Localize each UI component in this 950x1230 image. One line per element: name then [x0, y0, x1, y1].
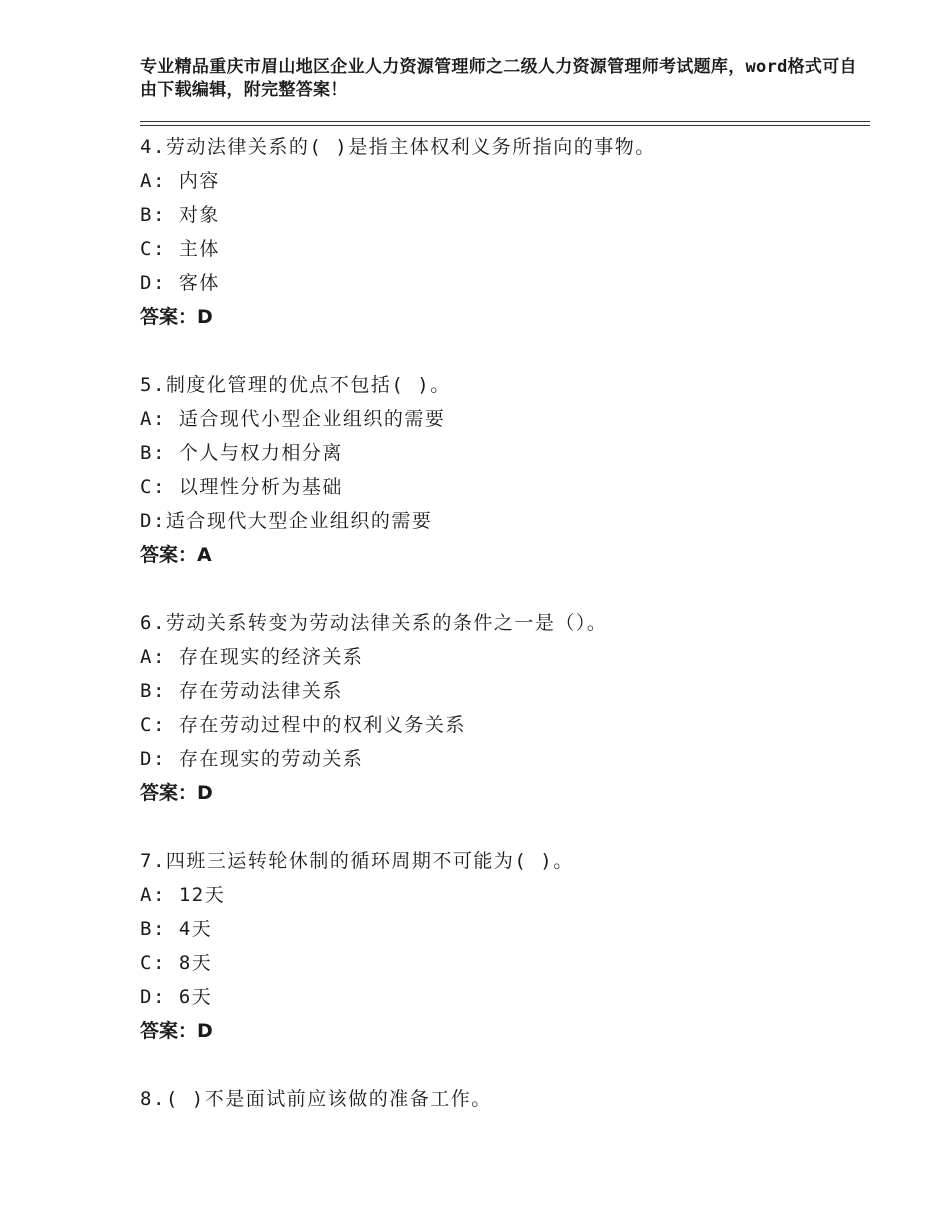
question-item [140, 844, 870, 1048]
option-a: A: 12天 [140, 884, 226, 906]
option-d: D: 客体 [140, 272, 220, 294]
option-c: C: 以理性分析为基础 [140, 476, 343, 498]
answer-label: 答案：D [140, 306, 213, 328]
option-a: A: 内容 [140, 170, 220, 192]
question-item [140, 368, 870, 572]
option-b: B: 4天 [140, 918, 213, 940]
document-header: 专业精品重庆市眉山地区企业人力资源管理师之二级人力资源管理师考试题库，word格式可自由下载编辑，附完整答案！ [140, 57, 857, 100]
option-c: C: 8天 [140, 952, 213, 974]
document-page [140, 56, 870, 1150]
option-a: A: 适合现代小型企业组织的需要 [140, 408, 446, 430]
answer-label: 答案：D [140, 782, 213, 804]
question-stem: 4.劳动法律关系的( )是指主体权利义务所指向的事物。 [140, 136, 656, 158]
option-d: D: 存在现实的劳动关系 [140, 748, 364, 770]
option-c: C: 主体 [140, 238, 220, 260]
option-b: B: 存在劳动法律关系 [140, 680, 343, 702]
question-stem: 7.四班三运转轮休制的循环周期不可能为( )。 [140, 850, 574, 872]
header-divider [140, 121, 870, 126]
question-stem: 5.制度化管理的优点不包括( )。 [140, 374, 451, 396]
question-stem: 6.劳动关系转变为劳动法律关系的条件之一是（）。 [140, 612, 608, 634]
option-b: B: 个人与权力相分离 [140, 442, 343, 464]
question-item [140, 606, 870, 810]
option-d: D:适合现代大型企业组织的需要 [140, 510, 433, 532]
question-item [140, 130, 870, 334]
option-d: D: 6天 [140, 986, 213, 1008]
option-b: B: 对象 [140, 204, 220, 226]
option-c: C: 存在劳动过程中的权利义务关系 [140, 714, 466, 736]
question-list [140, 130, 870, 1116]
answer-label: 答案：D [140, 1020, 213, 1042]
answer-label: 答案：A [140, 544, 212, 566]
option-a: A: 存在现实的经济关系 [140, 646, 364, 668]
question-stem: 8.( )不是面试前应该做的准备工作。 [140, 1088, 492, 1110]
question-item [140, 1082, 870, 1116]
